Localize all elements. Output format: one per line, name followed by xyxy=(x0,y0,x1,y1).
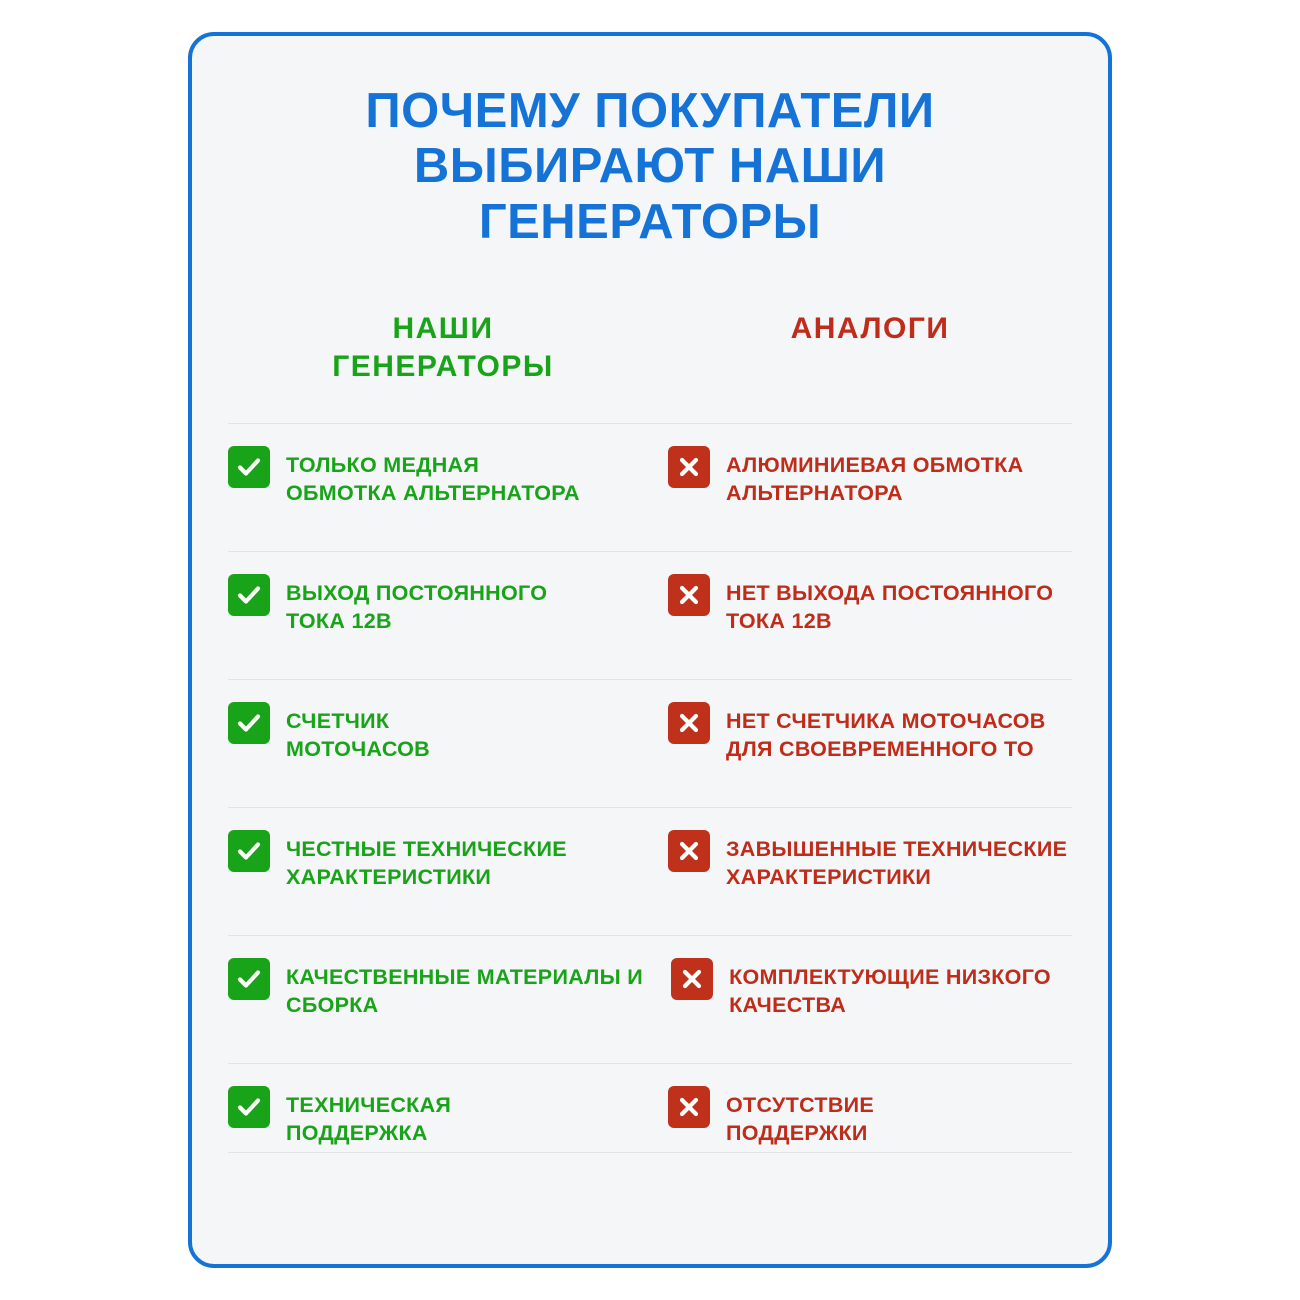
row-text-line: ДЛЯ СВОЕВРЕМЕННОГО ТО xyxy=(726,736,1034,761)
row-cell-analogs xyxy=(650,1090,1072,1147)
row-text-line: КОМПЛЕКТУЮЩИЕ НИЗКОГО xyxy=(729,965,1051,990)
column-header-ours-line-2: ГЕНЕРАТОРЫ xyxy=(332,349,554,383)
row-text-ours xyxy=(286,578,547,635)
row-text-line: ЗАВЫШЕННЫЕ ТЕХНИЧЕСКИЕ xyxy=(726,837,1068,862)
title-line-1: ПОЧЕМУ ПОКУПАТЕЛИ xyxy=(365,84,935,138)
cross-icon xyxy=(668,702,710,744)
table-row xyxy=(228,935,1072,1063)
cross-icon xyxy=(668,446,710,488)
comparison-card xyxy=(188,32,1112,1268)
table-row xyxy=(228,551,1072,679)
row-text-line: СЧЕТЧИК xyxy=(286,709,390,734)
row-text-ours xyxy=(286,706,430,763)
row-cell-analogs xyxy=(650,834,1077,891)
row-text-line: ХАРАКТЕРИСТИКИ xyxy=(726,864,932,889)
row-text-line: АЛЬТЕРНАТОРА xyxy=(726,480,903,505)
column-header-analogs-line-1: АНАЛОГИ xyxy=(790,312,950,346)
page-title xyxy=(192,84,1108,250)
title-line-3: ГЕНЕРАТОРЫ xyxy=(478,194,822,249)
check-icon xyxy=(228,446,270,488)
row-text-analogs xyxy=(726,578,1053,635)
table-row xyxy=(228,1063,1072,1153)
row-cell-ours xyxy=(228,962,653,1019)
row-text-ours xyxy=(286,834,567,891)
row-text-line: КАЧЕСТВЕННЫЕ МАТЕРИАЛЫ И xyxy=(286,965,644,990)
row-text-analogs xyxy=(726,706,1046,763)
row-text-line: НЕТ ВЫХОДА ПОСТОЯННОГО xyxy=(726,581,1054,606)
row-cell-ours xyxy=(228,450,650,507)
row-text-line: ЧЕСТНЫЕ ТЕХНИЧЕСКИЕ xyxy=(286,837,567,862)
column-header-ours xyxy=(192,310,654,385)
row-cell-ours xyxy=(228,578,650,635)
row-cell-ours xyxy=(228,834,650,891)
column-headers xyxy=(192,310,1108,385)
row-cell-analogs xyxy=(650,450,1072,507)
row-cell-ours xyxy=(228,1090,650,1147)
row-text-ours xyxy=(286,450,580,507)
row-text-line: ТЕХНИЧЕСКАЯ xyxy=(286,1093,452,1118)
column-header-ours-line-1: НАШИ xyxy=(392,312,494,346)
row-text-line: ТОКА 12В xyxy=(286,608,392,633)
row-text-line: ВЫХОД ПОСТОЯННОГО xyxy=(286,581,548,606)
row-text-line: ОТСУТСТВИЕ xyxy=(726,1093,875,1118)
row-text-ours xyxy=(286,1090,451,1147)
title-line-2: ВЫБИРАЮТ НАШИ xyxy=(413,139,887,194)
cross-icon xyxy=(668,830,710,872)
row-text-line: АЛЮМИНИЕВАЯ ОБМОТКА xyxy=(726,453,1024,478)
row-text-analogs xyxy=(726,1090,874,1147)
row-text-line: НЕТ СЧЕТЧИКА МОТОЧАСОВ xyxy=(726,709,1046,734)
row-text-analogs xyxy=(726,834,1067,891)
check-icon xyxy=(228,702,270,744)
row-text-ours xyxy=(286,962,643,1019)
row-text-line: МОТОЧАСОВ xyxy=(286,736,430,761)
comparison-rows xyxy=(192,423,1108,1153)
row-text-analogs xyxy=(729,962,1051,1019)
cross-icon xyxy=(671,958,713,1000)
row-cell-analogs xyxy=(650,578,1072,635)
table-row xyxy=(228,423,1072,551)
table-row xyxy=(228,679,1072,807)
cross-icon xyxy=(668,1086,710,1128)
row-text-line: КАЧЕСТВА xyxy=(729,992,847,1017)
row-text-line: ПОДДЕРЖКИ xyxy=(726,1120,868,1145)
row-cell-ours xyxy=(228,706,650,763)
row-cell-analogs xyxy=(650,706,1072,763)
check-icon xyxy=(228,830,270,872)
row-text-analogs xyxy=(726,450,1023,507)
check-icon xyxy=(228,574,270,616)
check-icon xyxy=(228,1086,270,1128)
row-text-line: ПОДДЕРЖКА xyxy=(286,1120,428,1145)
row-text-line: ТОЛЬКО МЕДНАЯ xyxy=(286,453,480,478)
check-icon xyxy=(228,958,270,1000)
row-text-line: ОБМОТКА АЛЬТЕРНАТОРА xyxy=(286,480,580,505)
cross-icon xyxy=(668,574,710,616)
row-cell-analogs xyxy=(653,962,1075,1019)
column-header-analogs xyxy=(654,310,1112,385)
row-text-line: ХАРАКТЕРИСТИКИ xyxy=(286,864,492,889)
table-row xyxy=(228,807,1072,935)
row-text-line: ТОКА 12В xyxy=(726,608,832,633)
row-text-line: СБОРКА xyxy=(286,992,379,1017)
